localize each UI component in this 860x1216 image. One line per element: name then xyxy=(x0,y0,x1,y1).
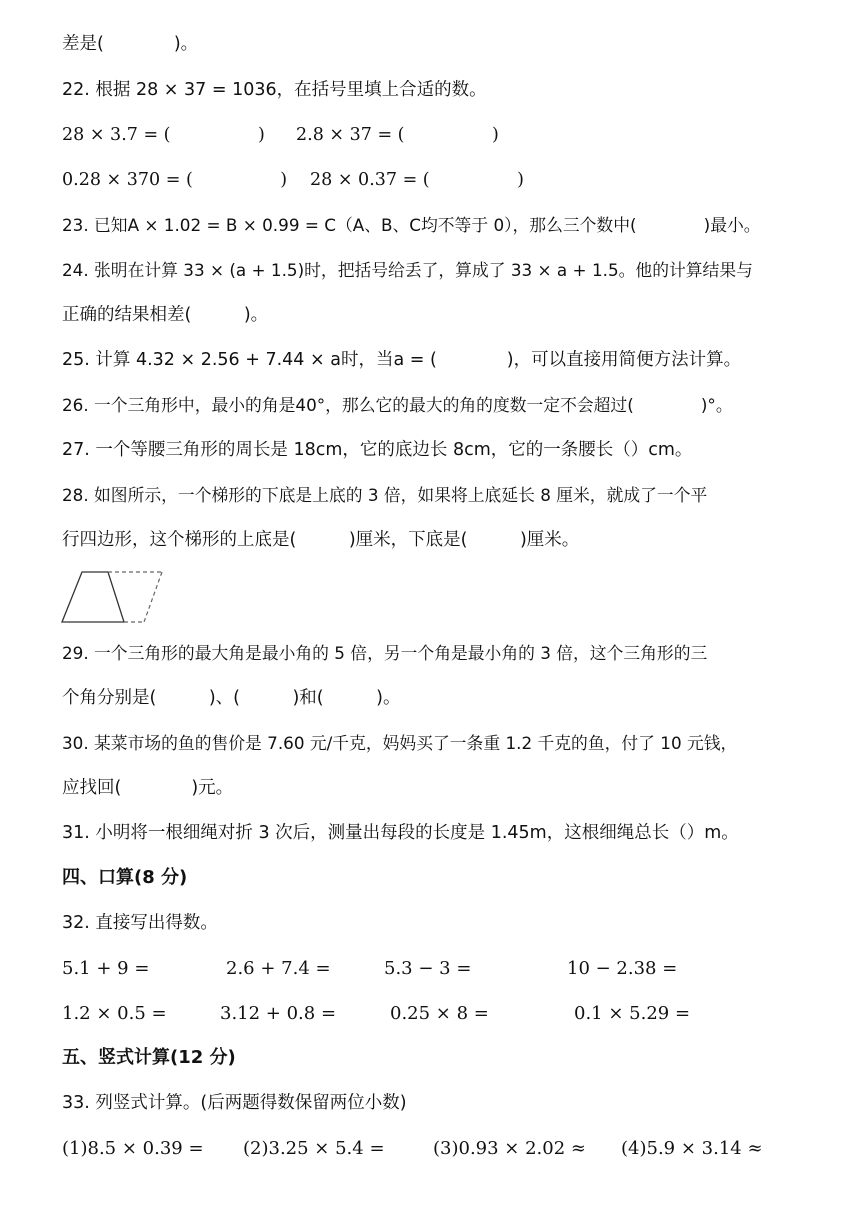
question-22-c: 0.28 × 370 = ( ) xyxy=(62,170,288,190)
question-29-line1: 29. 一个三角形的最大角是最小角的 5 倍，另一个角是最小角的 3 倍，这个三角形的三 xyxy=(62,643,708,663)
question-30-line1: 30. 某菜市场的鱼的售价是 7.60 元/千克，妈妈买了一条重 1.2 千克的鱼，付了 10 元钱， xyxy=(62,733,738,753)
oral-item: 5.1 + 9 = xyxy=(62,958,150,979)
question-25: 25. 计算 4.32 × 2.56 + 7.44 × a时，当a = ( )，可以直接用简便方法计算。 xyxy=(62,350,742,370)
question-29-line2: 个角分别是( )、( )和( )。 xyxy=(62,688,401,708)
line-q21-tail: 差是( )。 xyxy=(62,34,199,54)
question-22-b: 2.8 × 37 = ( ) xyxy=(296,125,499,145)
question-32: 32. 直接写出得数。 xyxy=(62,913,218,933)
oral-item: 3.12 + 0.8 = xyxy=(220,1003,337,1024)
trapezoid-figure-icon xyxy=(58,566,168,626)
question-28-line2: 行四边形，这个梯形的上底是( )厘米，下底是( )厘米。 xyxy=(62,530,580,550)
vertical-item: (2)3.25 × 5.4 = xyxy=(243,1138,385,1159)
oral-item: 2.6 + 7.4 = xyxy=(226,958,331,979)
question-31: 31. 小明将一根细绳对折 3 次后，测量出每段的长度是 1.45m，这根细绳总长（）m。 xyxy=(62,823,739,843)
oral-item: 0.1 × 5.29 = xyxy=(574,1003,691,1024)
section-5-title: 五、竖式计算(12 分) xyxy=(62,1047,236,1068)
oral-item: 10 − 2.38 = xyxy=(567,958,678,979)
vertical-item: (1)8.5 × 0.39 = xyxy=(62,1138,204,1159)
question-28-line1: 28. 如图所示，一个梯形的下底是上底的 3 倍，如果将上底延长 8 厘米，就成了一个平 xyxy=(62,485,708,505)
vertical-item: (3)0.93 × 2.02 ≈ xyxy=(433,1138,586,1159)
section-4-title: 四、口算(8 分) xyxy=(62,867,188,888)
oral-item: 1.2 × 0.5 = xyxy=(62,1003,167,1024)
question-33: 33. 列竖式计算。(后两题得数保留两位小数) xyxy=(62,1093,407,1113)
oral-item: 0.25 × 8 = xyxy=(390,1003,489,1024)
question-24-line2: 正确的结果相差( )。 xyxy=(62,305,269,325)
question-26: 26. 一个三角形中，最小的角是40°，那么它的最大的角的度数一定不会超过( )°。 xyxy=(62,395,733,415)
question-22: 22. 根据 28 × 37 = 1036，在括号里填上合适的数。 xyxy=(62,80,487,100)
question-22-d: 28 × 0.37 = ( ) xyxy=(310,170,524,190)
vertical-item: (4)5.9 × 3.14 ≈ xyxy=(621,1138,763,1159)
question-23: 23. 已知A × 1.02 = B × 0.99 = C（A、B、C均不等于 0），那么三个数中( )最小。 xyxy=(62,215,761,235)
question-24-line1: 24. 张明在计算 33 × (a + 1.5)时，把括号给丢了，算成了 33 × a + 1.5。他的计算结果与 xyxy=(62,260,753,280)
oral-item: 5.3 − 3 = xyxy=(384,958,472,979)
question-22-a: 28 × 3.7 = ( ) xyxy=(62,125,265,145)
question-30-line2: 应找回( )元。 xyxy=(62,778,234,798)
question-27: 27. 一个等腰三角形的周长是 18cm，它的底边长 8cm，它的一条腰长（）cm。 xyxy=(62,440,693,460)
